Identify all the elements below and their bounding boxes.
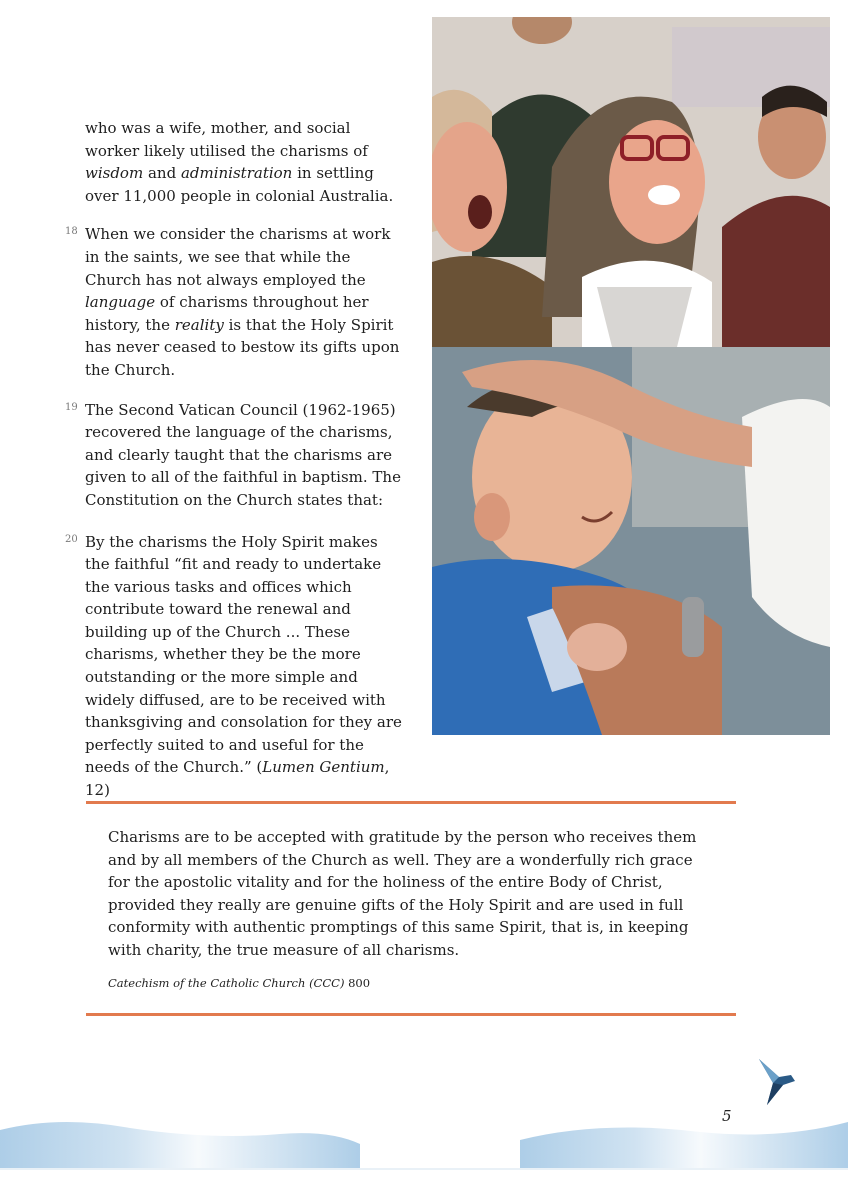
- paragraph-number: 19: [65, 401, 78, 413]
- quote-bottom-rule: [86, 1013, 736, 1016]
- photo-baby-blessing: [432, 347, 830, 735]
- page-number: 5: [722, 1107, 732, 1125]
- catechism-quote-box: [108, 826, 718, 990]
- intro-paragraph: who was a wife, mother, and social worker likely utilised the charisms of wisdom and administration in settling over 11,000 people in colonial Australia.: [85, 119, 394, 205]
- paragraph-20: [65, 531, 405, 802]
- quote-citation: Catechism of the Catholic Church (CCC) 800: [108, 975, 371, 990]
- body-text-column: [65, 117, 405, 802]
- dove-logo-icon: [757, 1057, 797, 1109]
- photo-laughing-people: [432, 17, 830, 347]
- paragraph-19: [65, 399, 405, 512]
- paragraph-18: [65, 223, 405, 381]
- paragraph-text: When we consider the charisms at work in the saints, we see that while the Church has not always employed the language of charisms throughout her history, the reality is that the Holy Spirit has never ceased to bestow its gifts upon the Church.: [85, 225, 400, 379]
- paragraph-text: By the charisms the Holy Spirit makes the faithful “fit and ready to undertake the various tasks and offices which contribute toward the renewal and building up of the Church ... These charisms, whether they be the more outstanding or the more simple and widely diffused, are to be received with thanksgiving and consolation for they are perfectly suited to and useful for the needs of the Church.” (Lumen Gentium, 12): [85, 532, 402, 800]
- quote-top-rule: [86, 801, 736, 804]
- footer-watercolor-wash: [0, 1110, 848, 1200]
- paragraph-number: 20: [65, 533, 78, 545]
- quote-text: Charisms are to be accepted with gratitude by the person who receives them and by all members of the Church as well. They are a wonderfully rich grace for the apostolic vitality and for the holiness of the entire Body of Christ, provided they really are genuine gifts of the Holy Spirit and are used in full conformity with authentic promptings of this same Spirit, that is, in keeping with charity, the true measure of all charisms.: [108, 828, 697, 959]
- paragraph-text: The Second Vatican Council (1962-1965) recovered the language of the charisms, and clearly taught that the charisms are given to all of the faithful in baptism. The Constitution on the Church states that:: [85, 400, 401, 509]
- photo-laughing-people-illustration: [432, 17, 830, 347]
- paragraph-number: 18: [65, 226, 78, 238]
- photo-baby-blessing-illustration: [432, 347, 830, 735]
